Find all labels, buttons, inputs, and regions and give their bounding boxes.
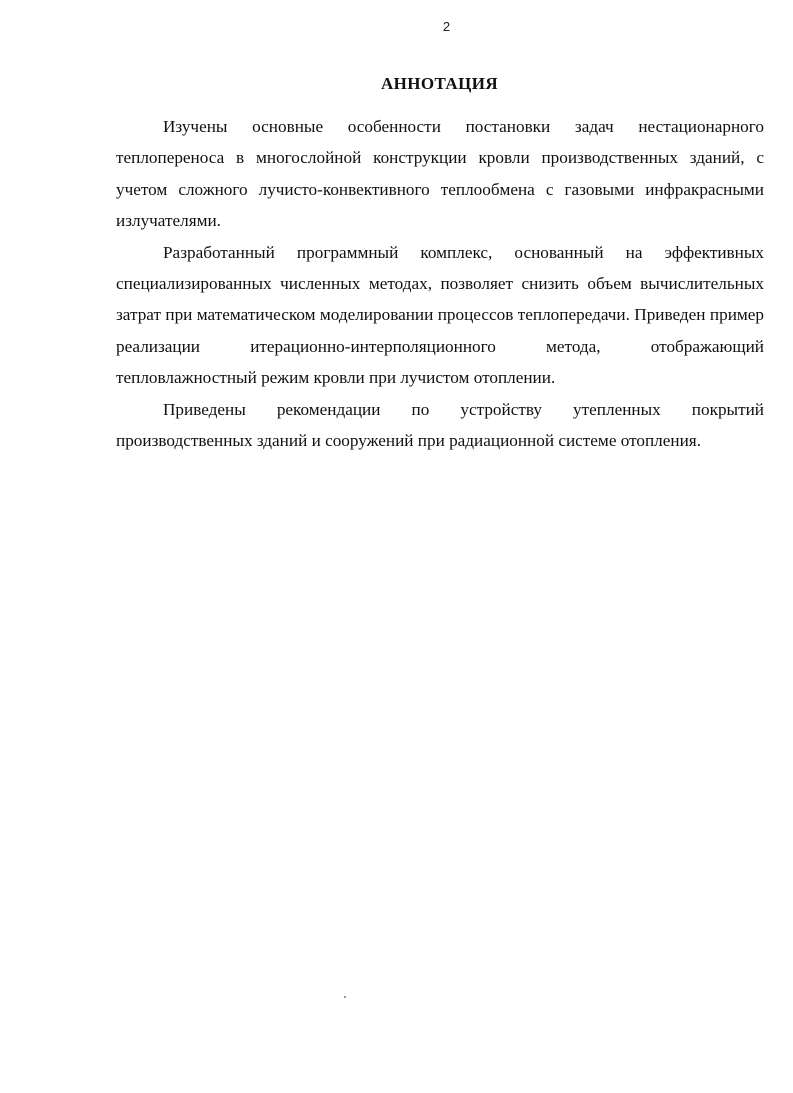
annotation-paragraph-2: Разработанный программный комплекс, основанный на эффективных специализированных численных методах, позволяет снизить объем вычислительных затрат при математическом моделировании процессов теплопередачи. Приведен пример реализации итерационно-интерполяционного метода, отображающий тепловлажностный режим кровли при лучистом отоплении. [116,242,764,388]
scan-speck [344,996,346,998]
annotation-paragraph-3: Приведены рекомендации по устройству утепленных покрытий производственных зданий и сооружений при радиационной системе отопления. [116,399,764,451]
annotation-paragraph-1: Изучены основные особенности постановки задач нестационарного теплопереноса в многослойной конструкции кровли производственных зданий, с учетом сложного лучисто-конвективного теплообмена с газовыми инфракрасными излучателями. [116,117,764,231]
annotation-body [116,111,764,456]
page-number: 2 [442,19,451,34]
annotation-title: АННОТАЦИЯ [380,74,499,93]
